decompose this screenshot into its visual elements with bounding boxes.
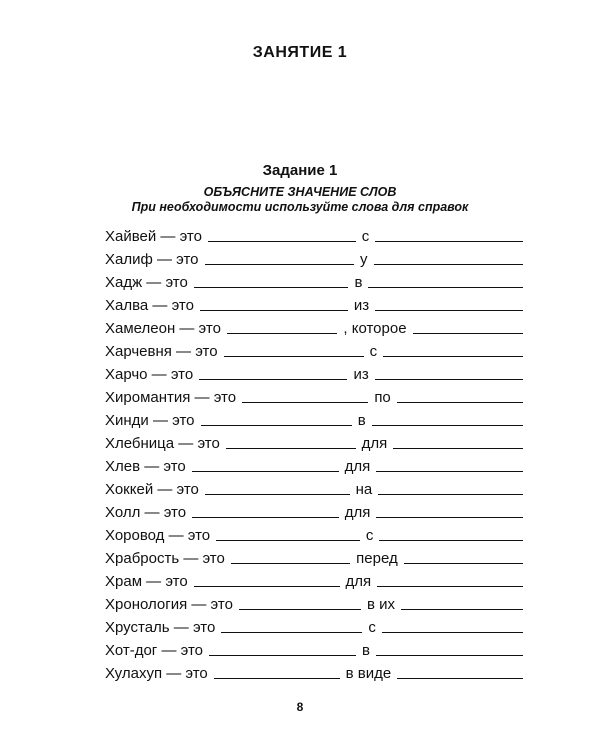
answer-blank-end[interactable] <box>372 424 523 426</box>
term-label: Халва — это <box>105 297 194 314</box>
exercise-row <box>105 521 523 544</box>
connector-word: с <box>365 527 374 544</box>
answer-blank-end[interactable] <box>375 309 523 311</box>
answer-blank[interactable] <box>209 654 356 656</box>
answer-blank-end[interactable] <box>375 378 523 380</box>
exercise-row <box>105 475 523 498</box>
term-label: Хулахуп — это <box>105 665 208 682</box>
answer-blank-end[interactable] <box>376 516 523 518</box>
exercise-row <box>105 659 523 682</box>
exercise-row <box>105 360 523 383</box>
connector-word: с <box>361 228 370 245</box>
answer-blank[interactable] <box>231 562 350 564</box>
term-label: Хот-дог — это <box>105 642 203 659</box>
answer-blank[interactable] <box>239 608 361 610</box>
connector-word: из <box>353 297 370 314</box>
instruction-heading: ОБЪЯСНИТЕ ЗНАЧЕНИЕ СЛОВ <box>203 185 397 199</box>
term-label: Хинди — это <box>105 412 195 429</box>
exercise-row <box>105 590 523 613</box>
connector-word: для <box>345 573 372 590</box>
answer-blank[interactable] <box>214 677 340 679</box>
answer-blank-end[interactable] <box>368 286 523 288</box>
task-title: Задание 1 <box>262 162 338 179</box>
answer-blank-end[interactable] <box>397 401 523 403</box>
answer-blank[interactable] <box>224 355 364 357</box>
exercise-row <box>105 337 523 360</box>
answer-blank[interactable] <box>194 286 349 288</box>
connector-word: в <box>362 642 370 659</box>
answer-blank[interactable] <box>200 309 348 311</box>
answer-blank[interactable] <box>226 447 356 449</box>
exercise-row <box>105 498 523 521</box>
term-label: Хрусталь — это <box>105 619 216 636</box>
connector-word: для <box>344 458 371 475</box>
answer-blank-end[interactable] <box>377 585 523 587</box>
exercise-row <box>105 406 523 429</box>
exercise-row <box>105 222 523 245</box>
term-label: Хронология — это <box>105 596 233 613</box>
term-label: Харчевня — это <box>105 343 218 360</box>
connector-word: в виде <box>345 665 392 682</box>
exercise-row <box>105 383 523 406</box>
answer-blank-end[interactable] <box>378 493 523 495</box>
lesson-title: ЗАНЯТИЕ 1 <box>252 44 348 61</box>
term-label: Хлев — это <box>105 458 186 475</box>
answer-blank[interactable] <box>192 516 339 518</box>
answer-blank[interactable] <box>216 539 360 541</box>
exercise-row <box>105 245 523 268</box>
answer-blank-end[interactable] <box>404 562 523 564</box>
answer-blank[interactable] <box>242 401 368 403</box>
exercise-row <box>105 314 523 337</box>
answer-blank[interactable] <box>199 378 347 380</box>
answer-blank[interactable] <box>208 240 356 242</box>
answer-blank-end[interactable] <box>383 355 523 357</box>
answer-blank-end[interactable] <box>374 263 523 265</box>
answer-blank[interactable] <box>221 631 362 633</box>
answer-blank-end[interactable] <box>376 654 523 656</box>
term-label: Харчо — это <box>105 366 194 383</box>
connector-word: в их <box>366 596 395 613</box>
answer-blank-end[interactable] <box>397 677 523 679</box>
answer-blank[interactable] <box>192 470 339 472</box>
exercise-row <box>105 636 523 659</box>
exercise-row <box>105 567 523 590</box>
term-label: Храм — это <box>105 573 188 590</box>
connector-word: перед <box>356 550 398 567</box>
instruction-subheading: При необходимости используйте слова для справок <box>131 200 469 214</box>
connector-word: по <box>374 389 391 406</box>
answer-blank[interactable] <box>227 332 337 334</box>
answer-blank[interactable] <box>194 585 340 587</box>
term-label: Халиф — это <box>105 251 199 268</box>
connector-word: на <box>355 481 373 498</box>
term-label: Хамелеон — это <box>105 320 221 337</box>
term-label: Хайвей — это <box>105 228 202 245</box>
term-label: Холл — это <box>105 504 187 521</box>
exercise-row <box>105 268 523 291</box>
connector-word: для <box>344 504 371 521</box>
term-label: Хадж — это <box>105 274 188 291</box>
exercise-row <box>105 613 523 636</box>
answer-blank-end[interactable] <box>382 631 523 633</box>
answer-blank-end[interactable] <box>393 447 523 449</box>
exercise-list <box>105 222 523 682</box>
answer-blank-end[interactable] <box>375 240 523 242</box>
connector-word: из <box>353 366 369 383</box>
answer-blank[interactable] <box>205 263 354 265</box>
exercise-row <box>105 544 523 567</box>
answer-blank-end[interactable] <box>401 608 523 610</box>
term-label: Хоровод — это <box>105 527 211 544</box>
connector-word: в <box>357 412 366 429</box>
answer-blank-end[interactable] <box>413 332 523 334</box>
connector-word: в <box>354 274 363 291</box>
connector-word: с <box>368 619 376 636</box>
answer-blank[interactable] <box>205 493 350 495</box>
term-label: Хлебница — это <box>105 435 220 452</box>
connector-word: с <box>369 343 378 360</box>
connector-word: у <box>360 251 368 268</box>
term-label: Храбрость — это <box>105 550 225 567</box>
answer-blank-end[interactable] <box>376 470 523 472</box>
connector-word: для <box>361 435 388 452</box>
connector-word: , которое <box>343 320 407 337</box>
term-label: Хоккей — это <box>105 481 199 498</box>
term-label: Хиромантия — это <box>105 389 237 406</box>
exercise-row <box>105 452 523 475</box>
exercise-row <box>105 429 523 452</box>
page-number: 8 <box>296 700 304 714</box>
answer-blank-end[interactable] <box>379 539 523 541</box>
exercise-row <box>105 291 523 314</box>
answer-blank[interactable] <box>201 424 352 426</box>
